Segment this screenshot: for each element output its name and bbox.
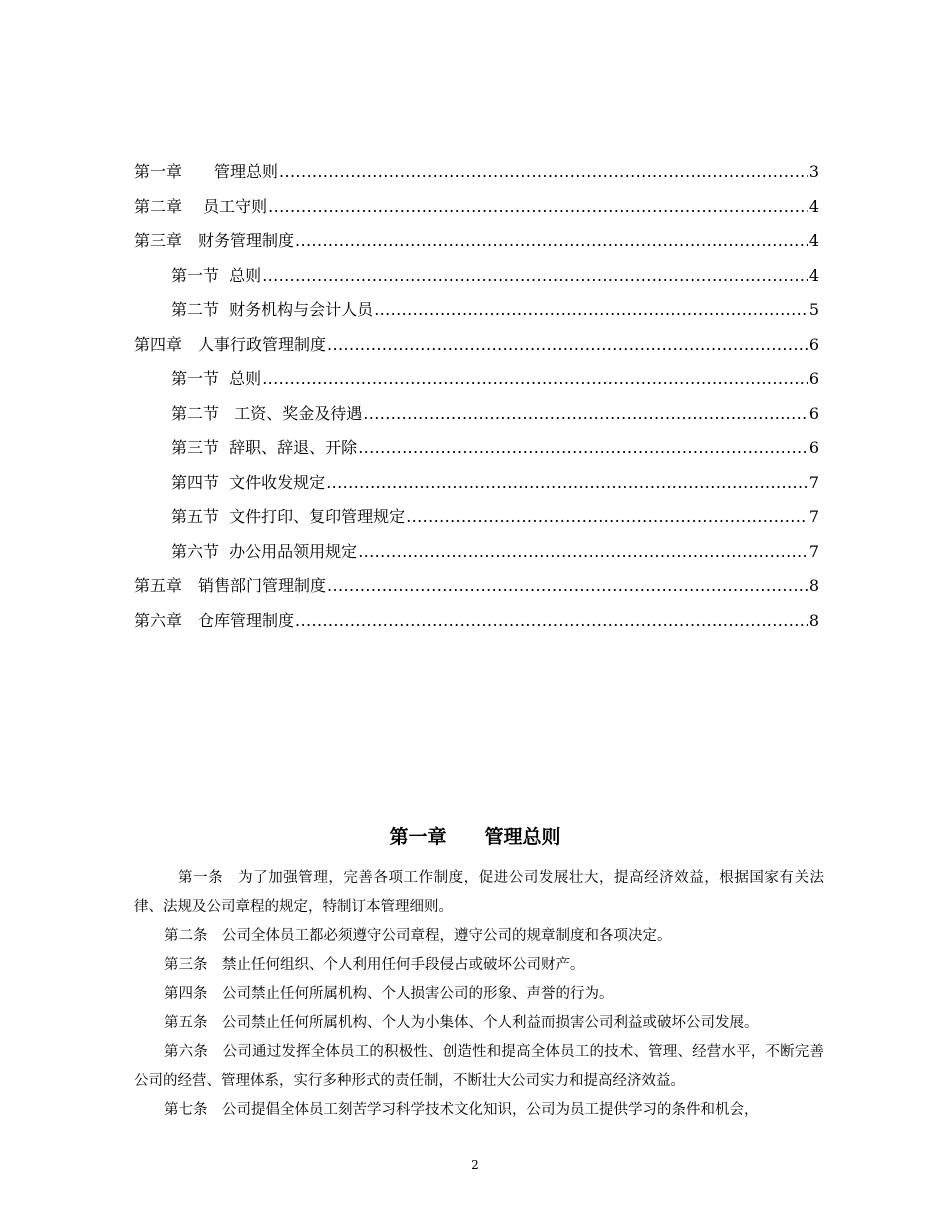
toc-subentry[interactable] bbox=[134, 434, 819, 469]
toc-leader-dots bbox=[327, 572, 808, 600]
toc-entry-label: 第三节 辞职、辞退、开除 bbox=[171, 438, 358, 457]
toc-entry-label: 第五节 文件打印、复印管理规定 bbox=[171, 507, 406, 526]
toc-leader-dots bbox=[262, 262, 808, 290]
toc-entry-label: 第一节 总则 bbox=[171, 265, 262, 285]
toc-subentry[interactable] bbox=[134, 400, 819, 435]
toc-leader-dots bbox=[363, 400, 808, 428]
toc-entry-page: 6 bbox=[808, 438, 819, 457]
toc-subentry[interactable] bbox=[134, 365, 819, 400]
toc-entry-page: 3 bbox=[808, 162, 819, 181]
table-of-contents bbox=[134, 158, 819, 641]
toc-entry-label: 第六章 仓库管理制度 bbox=[134, 610, 295, 630]
toc-entry-page: 6 bbox=[808, 334, 819, 354]
article-paragraph: 第二条 公司全体员工都必须遵守公司章程，遵守公司的规章制度和各项决定。 bbox=[164, 928, 672, 944]
toc-subentry[interactable] bbox=[134, 296, 819, 331]
toc-subentry[interactable] bbox=[134, 469, 819, 504]
article-paragraph: 第三条 禁止任何组织、个人利用任何手段侵占或破坏公司财产。 bbox=[164, 957, 585, 973]
toc-entry-page: 8 bbox=[808, 576, 819, 595]
toc-entry-page: 5 bbox=[808, 300, 819, 319]
toc-entry-label: 第三章 财务管理制度 bbox=[134, 231, 295, 250]
toc-entry[interactable] bbox=[134, 331, 819, 366]
article-paragraph: 第一条 为了加强管理，完善各项工作制度，促进公司发展壮大，提高经济效益，根据国家有关法律、法规及公司章程的规定，特制订本管理细则。 bbox=[134, 870, 824, 915]
toc-leader-dots bbox=[295, 227, 808, 255]
article-paragraph: 第六条 公司通过发挥全体员工的积极性、创造性和提高全体员工的技术、管理、经营水平，不断完善公司的经营、管理体系，实行多种形式的责任制，不断壮大公司实力和提高经济效益。 bbox=[134, 1044, 824, 1089]
toc-entry-page: 7 bbox=[808, 541, 819, 561]
toc-entry-label: 第四节 文件收发规定 bbox=[171, 472, 326, 492]
toc-entry-label: 第一节 总则 bbox=[171, 369, 262, 388]
toc-entry-label: 第五章 销售部门管理制度 bbox=[134, 576, 327, 595]
chapter-title: 第一章 管理总则 bbox=[389, 826, 561, 848]
toc-subentry[interactable] bbox=[134, 262, 819, 297]
toc-entry-page: 8 bbox=[808, 610, 819, 630]
toc-entry-label: 第二节 财务机构与会计人员 bbox=[171, 300, 374, 319]
toc-entry-label: 第二节 工资、奖金及待遇 bbox=[171, 403, 363, 423]
toc-leader-dots bbox=[374, 296, 808, 324]
chapter-body bbox=[134, 864, 824, 1125]
toc-entry-label: 第六节 办公用品领用规定 bbox=[171, 541, 358, 561]
toc-leader-dots bbox=[327, 331, 808, 359]
toc-entry[interactable] bbox=[134, 607, 819, 642]
toc-entry[interactable] bbox=[134, 193, 819, 228]
toc-subentry[interactable] bbox=[134, 503, 819, 538]
toc-entry-page: 6 bbox=[808, 369, 819, 388]
article-paragraph: 第七条 公司提倡全体员工刻苦学习科学技术文化知识，公司为员工提供学习的条件和机会， bbox=[164, 1102, 759, 1118]
toc-entry[interactable] bbox=[134, 572, 819, 607]
toc-entry-page: 7 bbox=[808, 507, 819, 526]
toc-entry-page: 6 bbox=[808, 403, 819, 423]
toc-leader-dots bbox=[262, 365, 808, 393]
toc-entry-label: 第一章 管理总则 bbox=[134, 162, 279, 181]
page-number: 2 bbox=[471, 1158, 479, 1172]
toc-entry-page: 7 bbox=[808, 472, 819, 492]
article-paragraph: 第四条 公司禁止任何所属机构、个人损害公司的形象、声誉的行为。 bbox=[164, 986, 614, 1002]
toc-leader-dots bbox=[358, 538, 808, 566]
article-paragraph: 第五条 公司禁止任何所属机构、个人为小集体、个人利益而损害公司利益或破坏公司发展。 bbox=[164, 1015, 759, 1031]
toc-entry[interactable] bbox=[134, 158, 819, 193]
toc-leader-dots bbox=[326, 469, 808, 497]
toc-entry-label: 第二章 员工守则 bbox=[134, 196, 268, 216]
toc-leader-dots bbox=[358, 434, 808, 462]
toc-subentry[interactable] bbox=[134, 538, 819, 573]
toc-leader-dots bbox=[268, 193, 808, 221]
toc-entry-page: 4 bbox=[808, 265, 819, 285]
toc-leader-dots bbox=[279, 158, 808, 186]
toc-entry-page: 4 bbox=[808, 196, 819, 216]
toc-entry[interactable] bbox=[134, 227, 819, 262]
toc-entry-page: 4 bbox=[808, 231, 819, 250]
toc-entry-label: 第四章 人事行政管理制度 bbox=[134, 334, 327, 354]
toc-leader-dots bbox=[295, 607, 808, 635]
toc-leader-dots bbox=[406, 503, 808, 531]
